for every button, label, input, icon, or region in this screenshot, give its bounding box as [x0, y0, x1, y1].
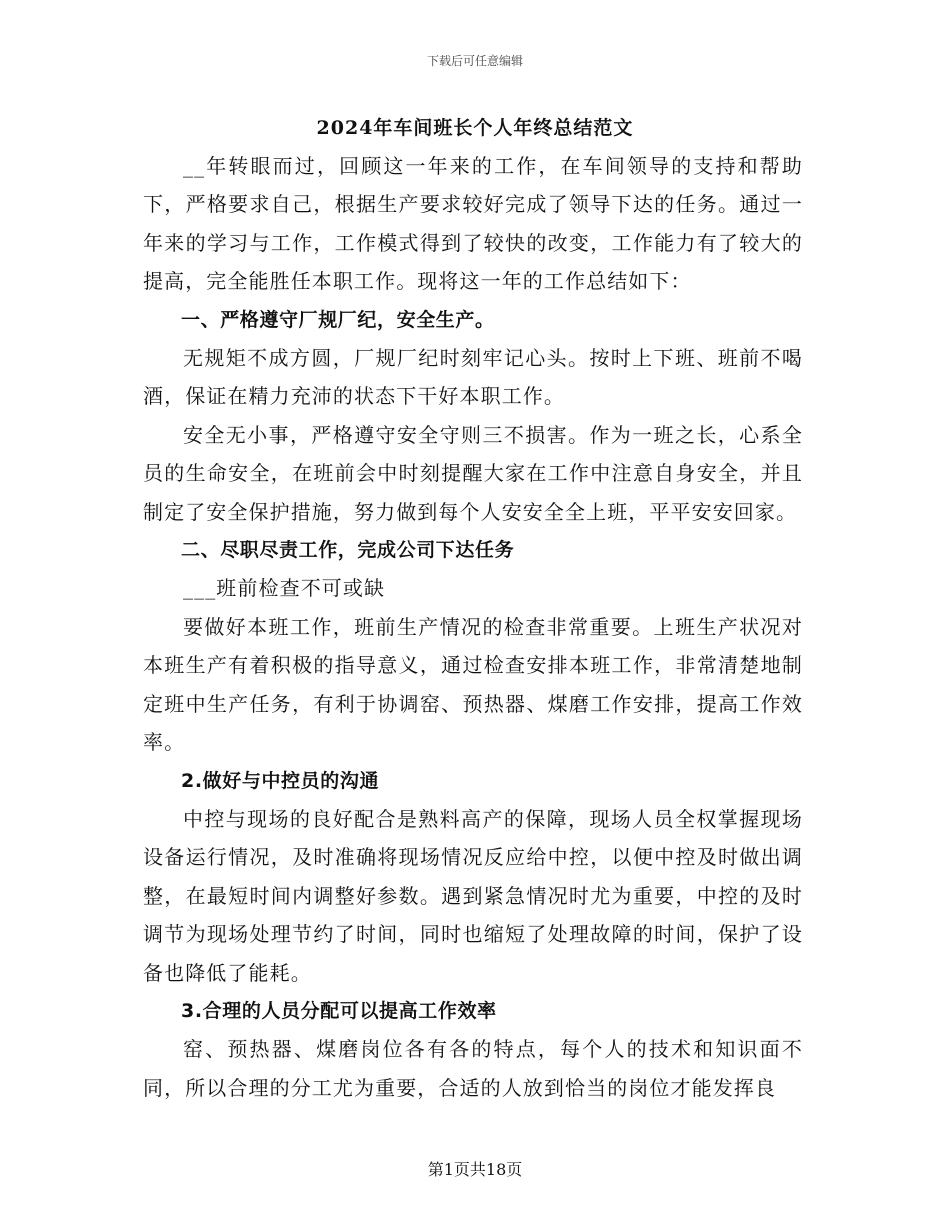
page-title: 2024年车间班长个人年终总结范文 — [316, 117, 634, 139]
body-paragraph: 要做好本班工作，班前生产情况的检查非常重要。上班生产状况对本班生产有着积极的指导意义，通过检查安排本班工作，非常清楚地制定班中生产任务，有利于协调窑、预热器、煤磨工作安排，提高工作效率。 — [143, 614, 803, 755]
subsection-item-1: ___班前检查不可或缺 — [183, 576, 386, 601]
body-paragraph: 中控与现场的良好配合是熟料高产的保障，现场人员全权掌握现场设备运行情况，及时准确将现场情况反应给中控，以便中控及时做出调整，在最短时间内调整好参数。遇到紧急情况时尤为重要，中控的及时调节为现场处理节约了时间，同时也缩短了处理故障的时间，保护了设备也降低了能耗。 — [143, 806, 803, 985]
subsection-heading-3: 3.合理的人员分配可以提高工作效率 — [181, 999, 497, 1022]
body-paragraph: 安全无小事，严格遵守安全守则三不损害。作为一班之长，心系全员的生命安全，在班前会中时刻提醒大家在工作中注意自身安全，并且制定了安全保护措施，努力做到每个人安安全全上班，平平安安回家。 — [143, 422, 803, 524]
intro-paragraph: __年转眼而过，回顾这一年来的工作，在车间领导的支持和帮助下，严格要求自己，根据生产要求较好完成了领导下达的任务。通过一年来的学习与工作，工作模式得到了较快的改变，工作能力有了较大的提高，完全能胜任本职工作。现将这一年的工作总结如下： — [143, 154, 803, 294]
body-paragraph: 无规矩不成方圆，厂规厂纪时刻牢记心头。按时上下班、班前不喝酒，保证在精力充沛的状态下干好本职工作。 — [143, 346, 803, 409]
section-heading-1: 一、严格遵守厂规厂纪，安全生产。 — [181, 308, 495, 331]
header-note: 下载后可任意编辑 — [426, 54, 523, 68]
section-heading-2: 二、尽职尽责工作，完成公司下达任务 — [181, 539, 515, 562]
subsection-heading-2: 2.做好与中控员的沟通 — [181, 769, 380, 792]
page-footer: 第1页共18页 — [427, 1160, 523, 1179]
document-body — [143, 147, 803, 1107]
body-paragraph: 窑、预热器、煤磨岗位各有各的特点，每个人的技术和知识面不同，所以合理的分工尤为重要，合适的人放到恰当的岗位才能发挥良 — [143, 1037, 803, 1100]
